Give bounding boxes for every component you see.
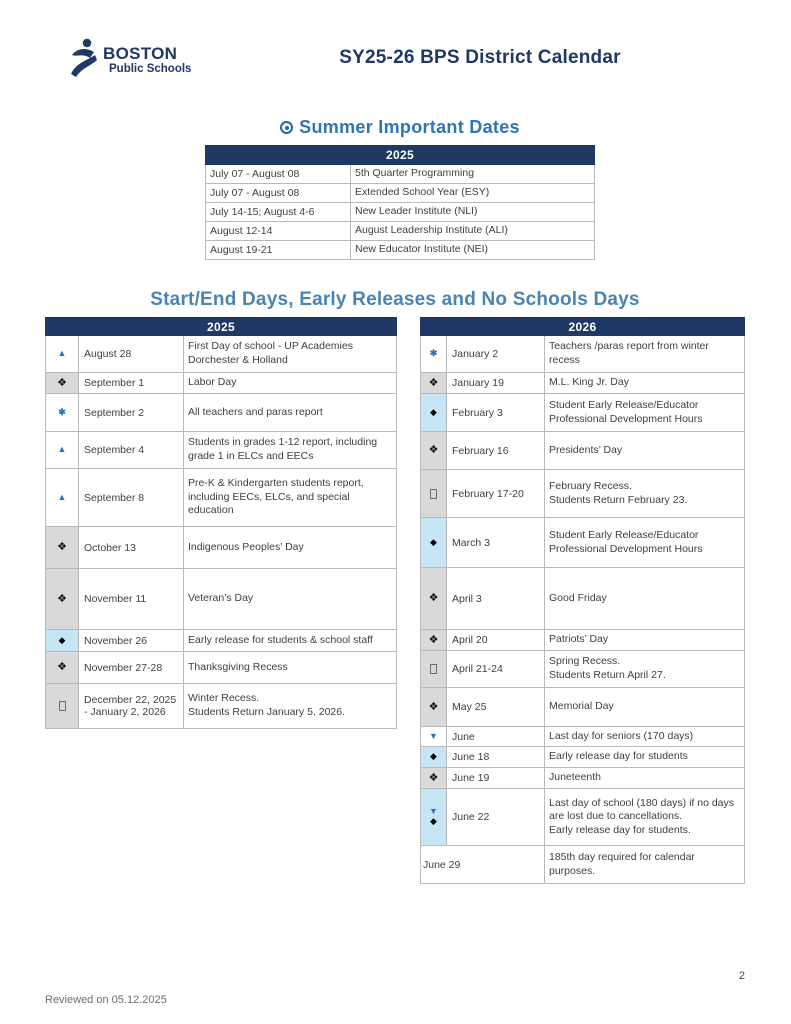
- event-row: [421, 568, 745, 630]
- event-description: Presidents’ Day: [545, 432, 745, 470]
- page-number: 2: [738, 970, 745, 982]
- event-row: [421, 373, 745, 394]
- diamond-icon: ◆: [430, 536, 437, 547]
- event-icon-cell: [421, 768, 447, 789]
- calendar-year-row: [421, 318, 745, 336]
- box-icon: [59, 701, 66, 711]
- summer-table: [205, 145, 595, 260]
- event-date: June: [447, 727, 545, 747]
- diamond-icon: ◆: [430, 816, 437, 826]
- event-date: January 2: [447, 336, 545, 373]
- event-date: December 22, 2025 - January 2, 2026: [79, 684, 184, 729]
- triangle-up-icon: ▲: [57, 444, 67, 455]
- summer-year-row: [206, 146, 595, 165]
- asterisk-icon: ✱: [58, 406, 66, 417]
- event-icon-cell: [46, 432, 79, 469]
- event-row: [421, 789, 745, 846]
- diamond-icon: ◆: [58, 634, 66, 645]
- summer-year-header: 2025: [206, 146, 595, 165]
- event-description: 185th day required for calendar purposes.: [545, 846, 745, 884]
- logo-text: [103, 45, 191, 76]
- event-icon-cell: [421, 432, 447, 470]
- event-icon-cell: [421, 373, 447, 394]
- schedule-heading: Start/End Days, Early Releases and No Schools Days: [150, 289, 640, 310]
- event-date: June 19: [447, 768, 545, 789]
- event-description: February Recess. Students Return February 23.: [545, 470, 745, 518]
- event-icon-cell: [46, 569, 79, 630]
- box-icon: [430, 664, 437, 674]
- page-title: SY25-26 BPS District Calendar: [339, 47, 621, 68]
- event-description: First Day of school - UP Academies Dorchester & Holland: [184, 336, 397, 373]
- event-description: Patriots’ Day: [545, 630, 745, 651]
- event-description: All teachers and paras report: [184, 394, 397, 432]
- four-diamonds-icon: ❖: [57, 661, 67, 674]
- event-date: February 17-20: [447, 470, 545, 518]
- event-icon-cell: [46, 469, 79, 527]
- event-row: [421, 727, 745, 747]
- summer-description: August Leadership Institute (ALI): [351, 222, 595, 241]
- event-row: [46, 469, 397, 527]
- event-row: [46, 336, 397, 373]
- event-date: March 3: [447, 518, 545, 568]
- event-row: [421, 470, 745, 518]
- calendar-table-2025: [45, 317, 397, 729]
- event-description: Juneteenth: [545, 768, 745, 789]
- summer-heading: [185, 117, 615, 138]
- summer-description: New Educator Institute (NEI): [351, 241, 595, 260]
- summer-date: July 07 - August 08: [206, 165, 351, 184]
- event-icon-cell: [421, 568, 447, 630]
- four-diamonds-icon: ❖: [428, 592, 439, 605]
- event-icon-cell: [46, 373, 79, 394]
- triangle-down-icon: ▼: [429, 730, 438, 741]
- summer-description: 5th Quarter Programming: [351, 165, 595, 184]
- event-date: June 22: [447, 789, 545, 846]
- event-row: [421, 432, 745, 470]
- event-description: Students in grades 1-12 report, including grade 1 in ELCs and EECs: [184, 432, 397, 469]
- calendar-year-header: 2025: [46, 318, 397, 336]
- event-row: [421, 630, 745, 651]
- event-icon-cell: [46, 652, 79, 684]
- event-date: September 1: [79, 373, 184, 394]
- logo-subtitle: Public Schools: [109, 63, 192, 76]
- event-row: [421, 747, 745, 768]
- diamond-icon: ◆: [430, 406, 437, 417]
- event-row: [421, 336, 745, 373]
- event-date: September 8: [79, 469, 184, 527]
- summer-description: Extended School Year (ESY): [351, 184, 595, 203]
- event-icon-cell: [421, 470, 447, 518]
- bps-logo: [70, 38, 191, 83]
- event-icon-cell: [421, 630, 447, 651]
- event-row: [421, 768, 745, 789]
- event-date: September 2: [79, 394, 184, 432]
- calendar-year-row: [46, 318, 397, 336]
- triangle-up-icon: ▲: [57, 491, 67, 502]
- four-diamonds-icon: ❖: [428, 700, 439, 713]
- event-description: Early release for students & school staff: [184, 630, 397, 652]
- event-description: Last day for seniors (170 days): [545, 727, 745, 747]
- event-description: Spring Recess. Students Return April 27.: [545, 651, 745, 688]
- event-icon-cell: [46, 527, 79, 569]
- event-icon-cell: [421, 747, 447, 768]
- event-icon-cell: [421, 789, 447, 846]
- summer-date: August 12-14: [206, 222, 351, 241]
- summer-date: August 19-21: [206, 241, 351, 260]
- calendar-table-2026: [420, 317, 745, 884]
- event-date: November 27-28: [79, 652, 184, 684]
- event-description: Student Early Release/Educator Professional Development Hours: [545, 394, 745, 432]
- summer-description: New Leader Institute (NLI): [351, 203, 595, 222]
- event-date: May 25: [447, 688, 545, 727]
- event-date: January 19: [447, 373, 545, 394]
- four-diamonds-icon: ❖: [57, 592, 67, 605]
- event-row: [46, 432, 397, 469]
- event-icon-cell: [46, 394, 79, 432]
- event-date: November 11: [79, 569, 184, 630]
- event-icon-cell: [421, 651, 447, 688]
- event-date: September 4: [79, 432, 184, 469]
- event-row: [421, 651, 745, 688]
- event-date: April 20: [447, 630, 545, 651]
- calendar-year-header: 2026: [421, 318, 745, 336]
- summer-date: July 07 - August 08: [206, 184, 351, 203]
- event-description: Labor Day: [184, 373, 397, 394]
- event-row: [46, 652, 397, 684]
- event-row: [46, 373, 397, 394]
- event-row: [46, 569, 397, 630]
- summer-date: July 14-15; August 4-6: [206, 203, 351, 222]
- event-icon-cell: [421, 336, 447, 373]
- summer-row: [206, 165, 595, 184]
- four-diamonds-icon: ❖: [428, 444, 439, 457]
- four-diamonds-icon: ❖: [428, 633, 439, 646]
- event-description: Winter Recess. Students Return January 5, 2026.: [184, 684, 397, 729]
- event-date: June 29: [421, 846, 545, 884]
- event-row: [46, 394, 397, 432]
- event-date: April 21-24: [447, 651, 545, 688]
- reviewed-date: Reviewed on 05.12.2025: [45, 994, 167, 1006]
- box-icon: [430, 489, 437, 499]
- event-date: February 3: [447, 394, 545, 432]
- diamond-icon: ◆: [430, 751, 437, 762]
- four-diamonds-icon: ❖: [428, 376, 439, 389]
- triangle-up-icon: ▲: [57, 348, 67, 359]
- event-icon-cell: [421, 727, 447, 747]
- summer-row: [206, 184, 595, 203]
- event-date: August 28: [79, 336, 184, 373]
- event-row: [421, 846, 745, 884]
- event-row: [46, 527, 397, 569]
- event-description: Student Early Release/Educator Professional Development Hours: [545, 518, 745, 568]
- event-icon-cell: [421, 518, 447, 568]
- event-icon-cell: [46, 630, 79, 652]
- event-row: [421, 688, 745, 727]
- event-icon-cell: [46, 336, 79, 373]
- four-diamonds-icon: ❖: [428, 771, 439, 784]
- event-description: Memorial Day: [545, 688, 745, 727]
- event-description: Veteran’s Day: [184, 569, 397, 630]
- event-row: [46, 684, 397, 729]
- event-date: November 26: [79, 630, 184, 652]
- event-icon-cell: [46, 684, 79, 729]
- summer-row: [206, 203, 595, 222]
- event-row: [421, 518, 745, 568]
- summer-row: [206, 241, 595, 260]
- summer-heading-label: Summer Important Dates: [299, 117, 520, 137]
- event-description: Good Friday: [545, 568, 745, 630]
- triangle-down-icon: ▼: [429, 806, 438, 817]
- bps-figure-icon: [70, 38, 98, 83]
- event-icon-cell: [421, 688, 447, 727]
- event-description: Indigenous Peoples’ Day: [184, 527, 397, 569]
- logo-name: BOSTON: [103, 44, 178, 64]
- event-icon-cell: [421, 394, 447, 432]
- event-description: Early release day for students: [545, 747, 745, 768]
- event-date: April 3: [447, 568, 545, 630]
- asterisk-icon: ✱: [429, 348, 438, 359]
- event-description: Last day of school (180 days) if no days are lost due to cancellations. Early release day for students.: [545, 789, 745, 846]
- event-description: M.L. King Jr. Day: [545, 373, 745, 394]
- event-row: [421, 394, 745, 432]
- event-date: October 13: [79, 527, 184, 569]
- event-description: Teachers /paras report from winter recess: [545, 336, 745, 373]
- event-row: [46, 630, 397, 652]
- four-diamonds-icon: ❖: [57, 376, 67, 389]
- bullseye-icon: [280, 121, 293, 134]
- event-date: June 18: [447, 747, 545, 768]
- event-description: Pre-K & Kindergarten students report, including EECs, ELCs, and special education: [184, 469, 397, 527]
- event-description: Thanksgiving Recess: [184, 652, 397, 684]
- four-diamonds-icon: ❖: [57, 541, 67, 554]
- event-date: February 16: [447, 432, 545, 470]
- summer-row: [206, 222, 595, 241]
